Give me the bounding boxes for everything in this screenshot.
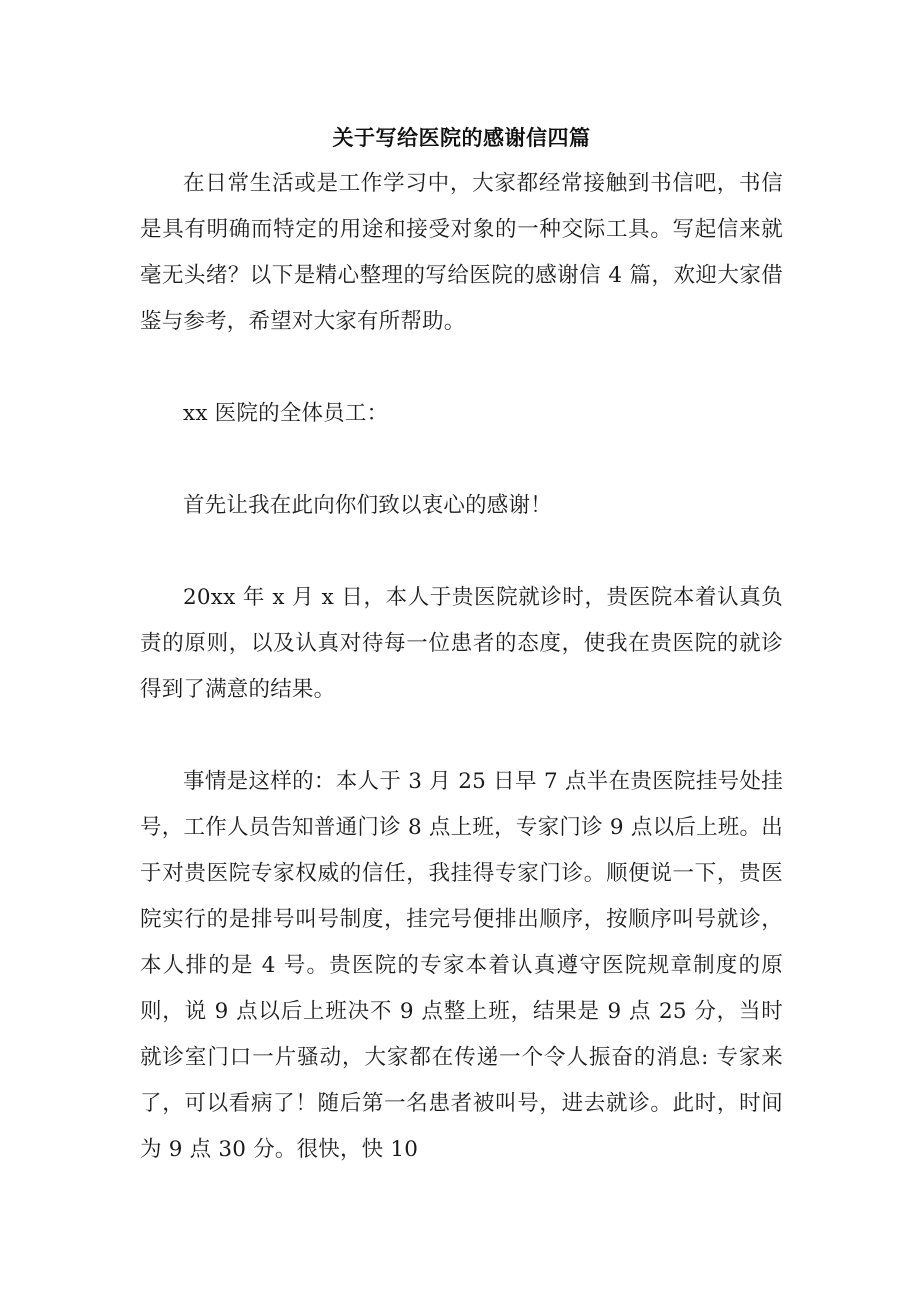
paragraph-spacer [140, 529, 783, 575]
paragraph-intro: 在日常生活或是工作学习中，大家都经常接触到书信吧，书信是具有明确而特定的用途和接受对象的一种交际工具。写起信来就毫无头绪？以下是精心整理的写给医院的感谢信 4 篇，欢迎大家借鉴与参考，希望对大家有所帮助。 [140, 171, 783, 334]
paragraph-story: 事情是这样的：本人于 3 月 25 日早 7 点半在贵医院挂号处挂号，工作人员告知普通门诊 8 点上班，专家门诊 9 点以后上班。出于对贵医院专家权威的信任，我挂得专家门诊。顺便说一下，贵医院实行的是排号叫号制度，挂完号便排出顺序，按顺序叫号就诊，本人排的是 4 号。贵医院的专家本着认真遵守医院规章制度的原则，说 9 点以后上班决不 9 点整上班，结果是 9 点 25 分，当时就诊室门口一片骚动，大家都在传递一个令人振奋的消息: 专家来了，可以看病了！随后第一名患者被叫号，进去就诊。此时，时间为 9 点 30 分。很快，快 10 [140, 769, 783, 1162]
paragraph-spacer [140, 713, 783, 759]
paragraph-spacer [140, 437, 783, 483]
salutation-line: xx 医院的全体员工： [183, 401, 389, 426]
page-title: 关于写给医院的感谢信四篇 [332, 125, 591, 150]
paragraph-spacer [140, 345, 783, 391]
document-body [140, 0, 783, 1173]
paragraph-opening-thanks: 首先让我在此向你们致以衷心的感谢！ [183, 493, 552, 518]
paragraph-visit-date: 20xx 年 x 月 x 日，本人于贵医院就诊时，贵医院本着认真负责的原则，以及认真对待每一位患者的态度，使我在贵医院的就诊得到了满意的结果。 [140, 585, 783, 702]
